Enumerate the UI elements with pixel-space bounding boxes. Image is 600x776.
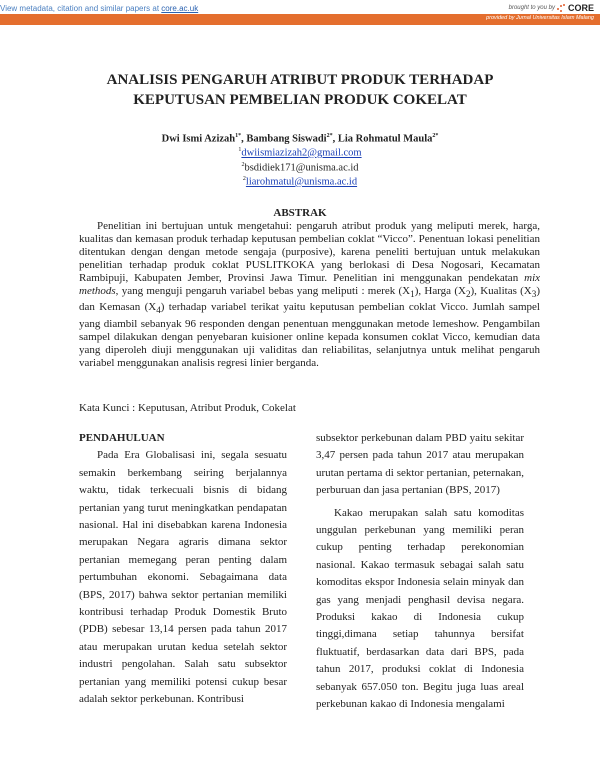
author-separator: , — [241, 133, 247, 145]
subscript: 4 — [156, 305, 161, 316]
email-line — [0, 162, 600, 174]
left-column — [79, 430, 287, 709]
email-affiliation: 2 — [241, 162, 245, 168]
author-name: Lia Rohmatul Maula — [337, 133, 433, 145]
provided-by-text: provided by Jurnal Universitas Islam Malang — [486, 15, 594, 21]
keywords: Kata Kunci : Keputusan, Atribut Produk, Cokelat — [79, 402, 296, 414]
body-paragraph: Pada Era Globalisasi ini, segala sesuatu semakin berkembang seiring berjalannya waktu, tidak terkecuali bisnis di bidang pertanian yang turut meningkatkan pendapatan nasional. Hal ini disebabkan karena Indonesia merupakan Negara agraris dimana sektor pertanian memegang peran penting dalam pertumbuhan ekonomi. Sebagaimana data (BPS, 2017) bahwa sektor pertanian memiliki kontribusi terhadap Produk Domestik Bruto (PDB) sebesar 13,14 persen pada tahun 2017 atau merupakan urutan kedua setelah sektor industri pengolahan. Salah satu subsektor pertanian yang memiliki potensi cukup besar adalah sektor perkebunan. Kontribusi — [79, 449, 287, 706]
email-affiliation: 2 — [242, 176, 246, 182]
metadata-text: View metadata, citation and similar papers at — [0, 4, 160, 13]
abstract-body — [79, 220, 540, 370]
abstract-text: ) terhadap variabel terikat yaitu keputusan pembelian coklat Vicco. Jumlah sampel yang diambil sebanyak 96 responden dengan penentuan menggunakan metode lemeshow. Pengambilan sampel dilakukan dengan penyebaran kuisioner online kepada konsumen coklat Vicco, kemudian data yang diperoleh diuji menggunakan uji validitas dan reliabilitas, selanjutnya untuk melihat pengaruh variabel menggunakan analisis regresi linier berganda. — [79, 301, 540, 369]
abstract-text: , yang menguji pengaruh variabel bebas yang meliputi : merek (X — [115, 285, 411, 298]
author-affiliation: 2* — [432, 133, 439, 139]
brought-by[interactable] — [509, 3, 594, 13]
right-column — [316, 430, 524, 714]
author-list — [0, 133, 600, 145]
subscript: 2 — [465, 289, 471, 300]
email-affiliation: 1 — [238, 147, 242, 153]
subscript: 1 — [410, 289, 415, 300]
core-logo-icon — [557, 4, 566, 13]
email-line — [0, 147, 600, 159]
abstract-text: ), Harga (X — [414, 285, 466, 298]
core-link[interactable]: core.ac.uk — [161, 4, 199, 13]
abstract-text: Penelitian ini bertujuan untuk mengetahui: pengaruh atribut produk yang meliputi merek, harga, kualitas dan kemasan produk terhadap keputusan pembelian coklat “Vicco”. Penentuan lokasi penelitian ditentukan dengan dengan metode sengaja (purposive), karena peneliti bertujuan untuk melakukan penelitian terhadap produk coklat PUSLITKOKA yang berlokasi di Desa Nogosari, Kecamatan Rambipuji, Kabupaten Jember, Provinsi Jawa Timur. Penelitian ini menggunakan pendekatan — [79, 220, 540, 285]
section-heading: PENDAHULUAN — [79, 432, 165, 444]
paper-title-line2: KEPUTUSAN PEMBELIAN PRODUK COKELAT — [133, 92, 467, 108]
author-name: Dwi Ismi Azizah — [161, 133, 236, 145]
email-link[interactable]: dwiismiazizah2@gmail.com — [241, 147, 362, 159]
abstract-text: ), Kualitas (X — [470, 285, 532, 298]
brought-by-text: brought to you by — [508, 5, 555, 11]
email-text: bsdidiek171@unisma.ac.id — [244, 162, 359, 174]
author-name: Bambang Siswadi — [246, 133, 327, 145]
metadata-notice — [0, 4, 198, 13]
subscript: 3 — [531, 289, 537, 300]
body-paragraph: subsektor perkebunan dalam PBD yaitu sekitar 3,47 persen pada tahun 2017 atau merupakan urutan pertama di sektor pertanian, peternakan, perburuan dan jasa pertanian (BPS, 2017) — [316, 432, 524, 497]
email-link[interactable]: liarohmatul@unisma.ac.id — [245, 176, 358, 188]
author-affiliation: 2* — [326, 133, 333, 139]
email-line — [0, 176, 600, 188]
abstract-heading: ABSTRAK — [273, 207, 327, 219]
abstract-emphasis: mix methods — [79, 272, 541, 298]
author-affiliation: 1* — [235, 133, 242, 139]
core-banner — [0, 0, 600, 25]
core-label: CORE — [567, 3, 594, 13]
paper-title-line1: ANALISIS PENGARUH ATRIBUT PRODUK TERHADAP — [106, 72, 494, 88]
author-separator: , — [332, 133, 338, 145]
provided-by-bar — [0, 14, 600, 25]
abstract-text: ) dan Kemasan (X — [79, 285, 540, 314]
body-paragraph: Kakao merupakan salah satu komoditas unggulan perkebunan yang memiliki peran cukup penting terhadap perekonomian nasional. Kakao termasuk sebagai salah satu komoditas ekspor Indonesia selain minyak dan gas yang menjadi penghasil devisa negara. Produksi kakao di Indonesia cukup tinggi,dimana setiap tahunnya bersifat fluktuatif, berdasarkan data dari BPS, pada tahun 2017, produksi coklat di Indonesia sebanyak 657.050 ton. Begitu juga luas areal perkebunan kakao di Indonesia mengalami — [316, 506, 524, 711]
